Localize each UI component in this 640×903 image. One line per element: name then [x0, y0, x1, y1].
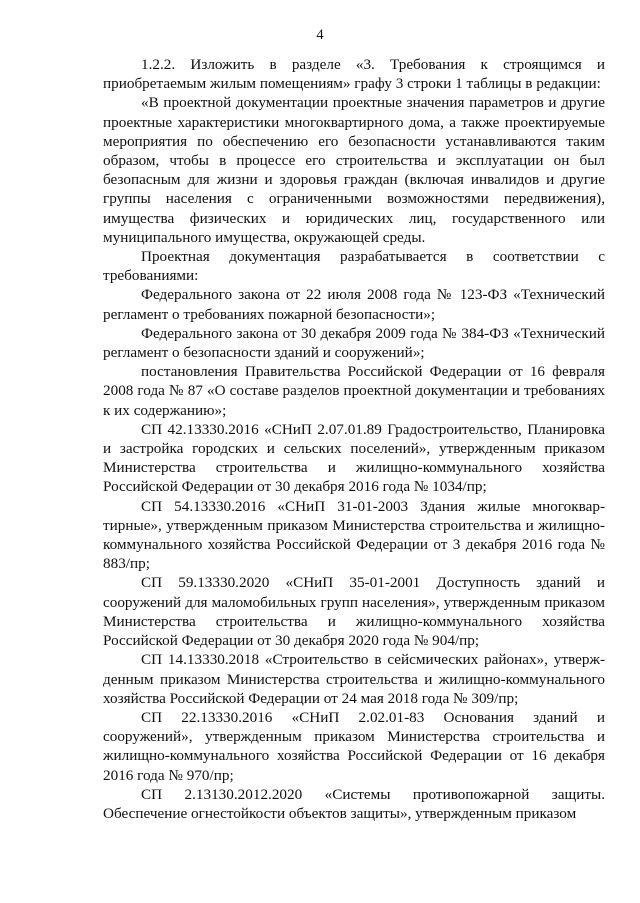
paragraph-sp-2: СП 2.13130.2012.2020 «Системы противопожарной защиты. Обеспечение огнестойкости объектов защиты», утвержденным приказом — [103, 785, 605, 822]
paragraph-law-123-fz: Федерального закона от 22 июля 2008 года № 123-ФЗ «Технический регламент о требованиях пожарной безопасности»; — [103, 286, 605, 323]
paragraph-design-docs: Проектная документация разрабатывается в соответствии с требованиями: — [103, 248, 605, 285]
document-body — [103, 55, 605, 823]
paragraph-sp-22: СП 22.13330.2016 «СНиП 2.02.01-83 Основания зданий и сооружений», утвержденным приказом Министерства строительства и жилищно-коммунального хозяйства Российской Федерации от 16 декабря 2016 года № 970/пр; — [103, 708, 605, 784]
paragraph-item-1-2-2: 1.2.2. Изложить в разделе «3. Требования к строящимся и приобретаемым жилым помещениям» графу 3 строки 1 таблицы в редакции: — [103, 56, 605, 93]
paragraph-requirements-intro: «В проектной документации проектные значения параметров и другие проектные характеристики многоквартирного дома, а также проектируемые мероприятия по обеспечению его безопасности устанавливаются таким образом, чтобы в процессе его строительства и эксплуатации он был безопасным для жизни и здоровья граждан (включая инвалидов и другие группы населения с ограниченными возможностями передвижения), имущества физических и юридических лиц, государственного или муниципального имущества, окружающей среды. — [103, 94, 605, 246]
page-number: 4 — [316, 27, 324, 43]
paragraph-law-384-fz: Федерального закона от 30 декабря 2009 года № 384-ФЗ «Технический регламент о безопасности зданий и сооружений»; — [103, 324, 605, 362]
paragraph-sp-42: СП 42.13330.2016 «СНиП 2.07.01.89 Градостроительство, Планировка и застройка городских и сельских поселений», утвержденным приказом Министерства строительства и жилищно-коммунального хозяйства Российской Федерации от 30 декабря 2016 года № 1034/пр; — [103, 420, 605, 496]
paragraph-sp-14: СП 14.13330.2018 «Строительство в сейсмических районах», утвержденным приказом Министерства строительства и жилищно-коммунального хозяйства Российской Федерации от 24 мая 2018 года № 309/пр; — [103, 651, 605, 707]
paragraph-sp-54: СП 54.13330.2016 «СНиП 31-01-2003 Здания жилые многоквартирные», утвержденным приказом Министерства строительства и жилищно-коммунального хозяйства Российской Федерации от 3 декабря 2016 года № 883/пр; — [103, 497, 605, 573]
paragraph-resolution-87: постановления Правительства Российской Федерации от 16 февраля 2008 года № 87 «О составе разделов проектной документации и требованиях к их содержанию»; — [103, 363, 605, 419]
paragraph-sp-59: СП 59.13330.2020 «СНиП 35-01-2001 Доступность зданий и сооружений для маломобильных групп населения», утвержденным приказом Министерства строительства и жилищно-коммунального хозяйства Российской Федерации от 30 декабря 2020 года № 904/пр; — [103, 574, 605, 650]
